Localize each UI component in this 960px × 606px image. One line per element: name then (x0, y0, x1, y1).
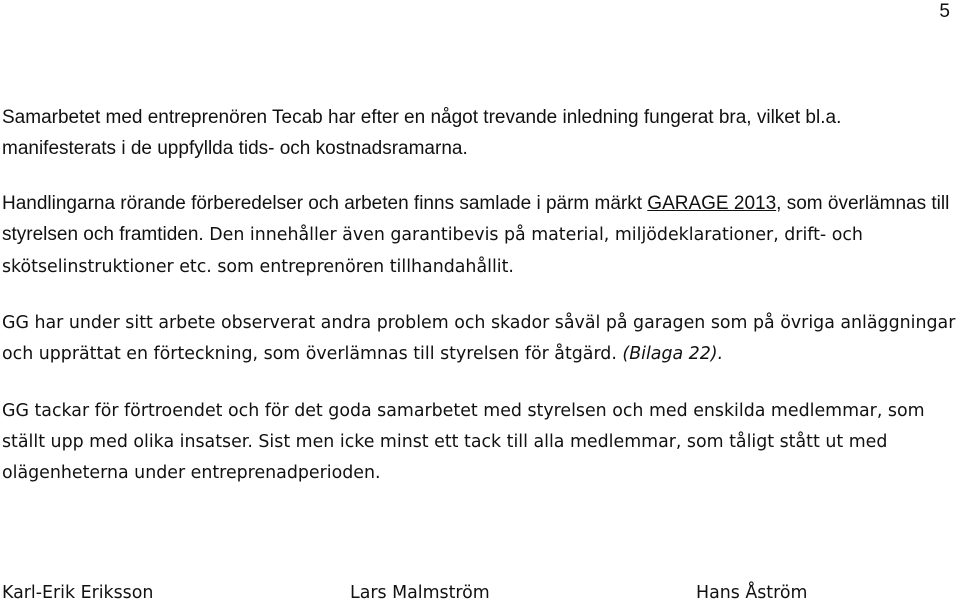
signature-name: Lars Malmström (350, 583, 490, 603)
paragraph-text: Handlingarna rörande förberedelser och arbeten finns samlade i pärm märkt (2, 193, 648, 214)
binder-label: GARAGE 2013 (647, 193, 777, 214)
paragraph-text: Den innehåller även garantibevis på material, miljödeklarationer, drift- och skötselinstruktioner etc. som entreprenören tillhandahållit. (2, 225, 863, 277)
appendix-reference: (Bilaga 22). (616, 344, 724, 364)
paragraph-text: , som överlämnas till styrelsen och framtiden. (2, 193, 950, 245)
page-number: 5 (939, 1, 950, 22)
paragraph-observed-problems (2, 308, 958, 370)
paragraph-text: GG tackar för förtroendet och för det goda samarbetet med styrelsen och med enskilda medlemmar, som ställt upp med olika insatser. Sist men icke minst ett tack till alla medlemmar, som tåligt stått ut med olägenheterna under entreprenadperioden. (2, 401, 925, 483)
signature-name: Karl-Erik Eriksson (2, 583, 154, 603)
paragraph-text: GG har under sitt arbete observerat andra problem och skador såväl på garagen som på övriga anläggningar och upprättat en förteckning, som överlämnas till styrelsen för åtgärd. (2, 313, 956, 364)
signature-block (0, 580, 960, 606)
paragraph-thanks (2, 396, 958, 489)
signature-name: Hans Åström (696, 583, 808, 603)
paragraph-text: Samarbetet med entreprenören Tecab har efter en något trevande inledning fungerat bra, vilket bl.a. manifesterats i de uppfyllda tids- och kostnadsramarna. (2, 107, 842, 159)
paragraph-documentation (2, 188, 958, 283)
paragraph-contractor-cooperation (2, 102, 958, 164)
